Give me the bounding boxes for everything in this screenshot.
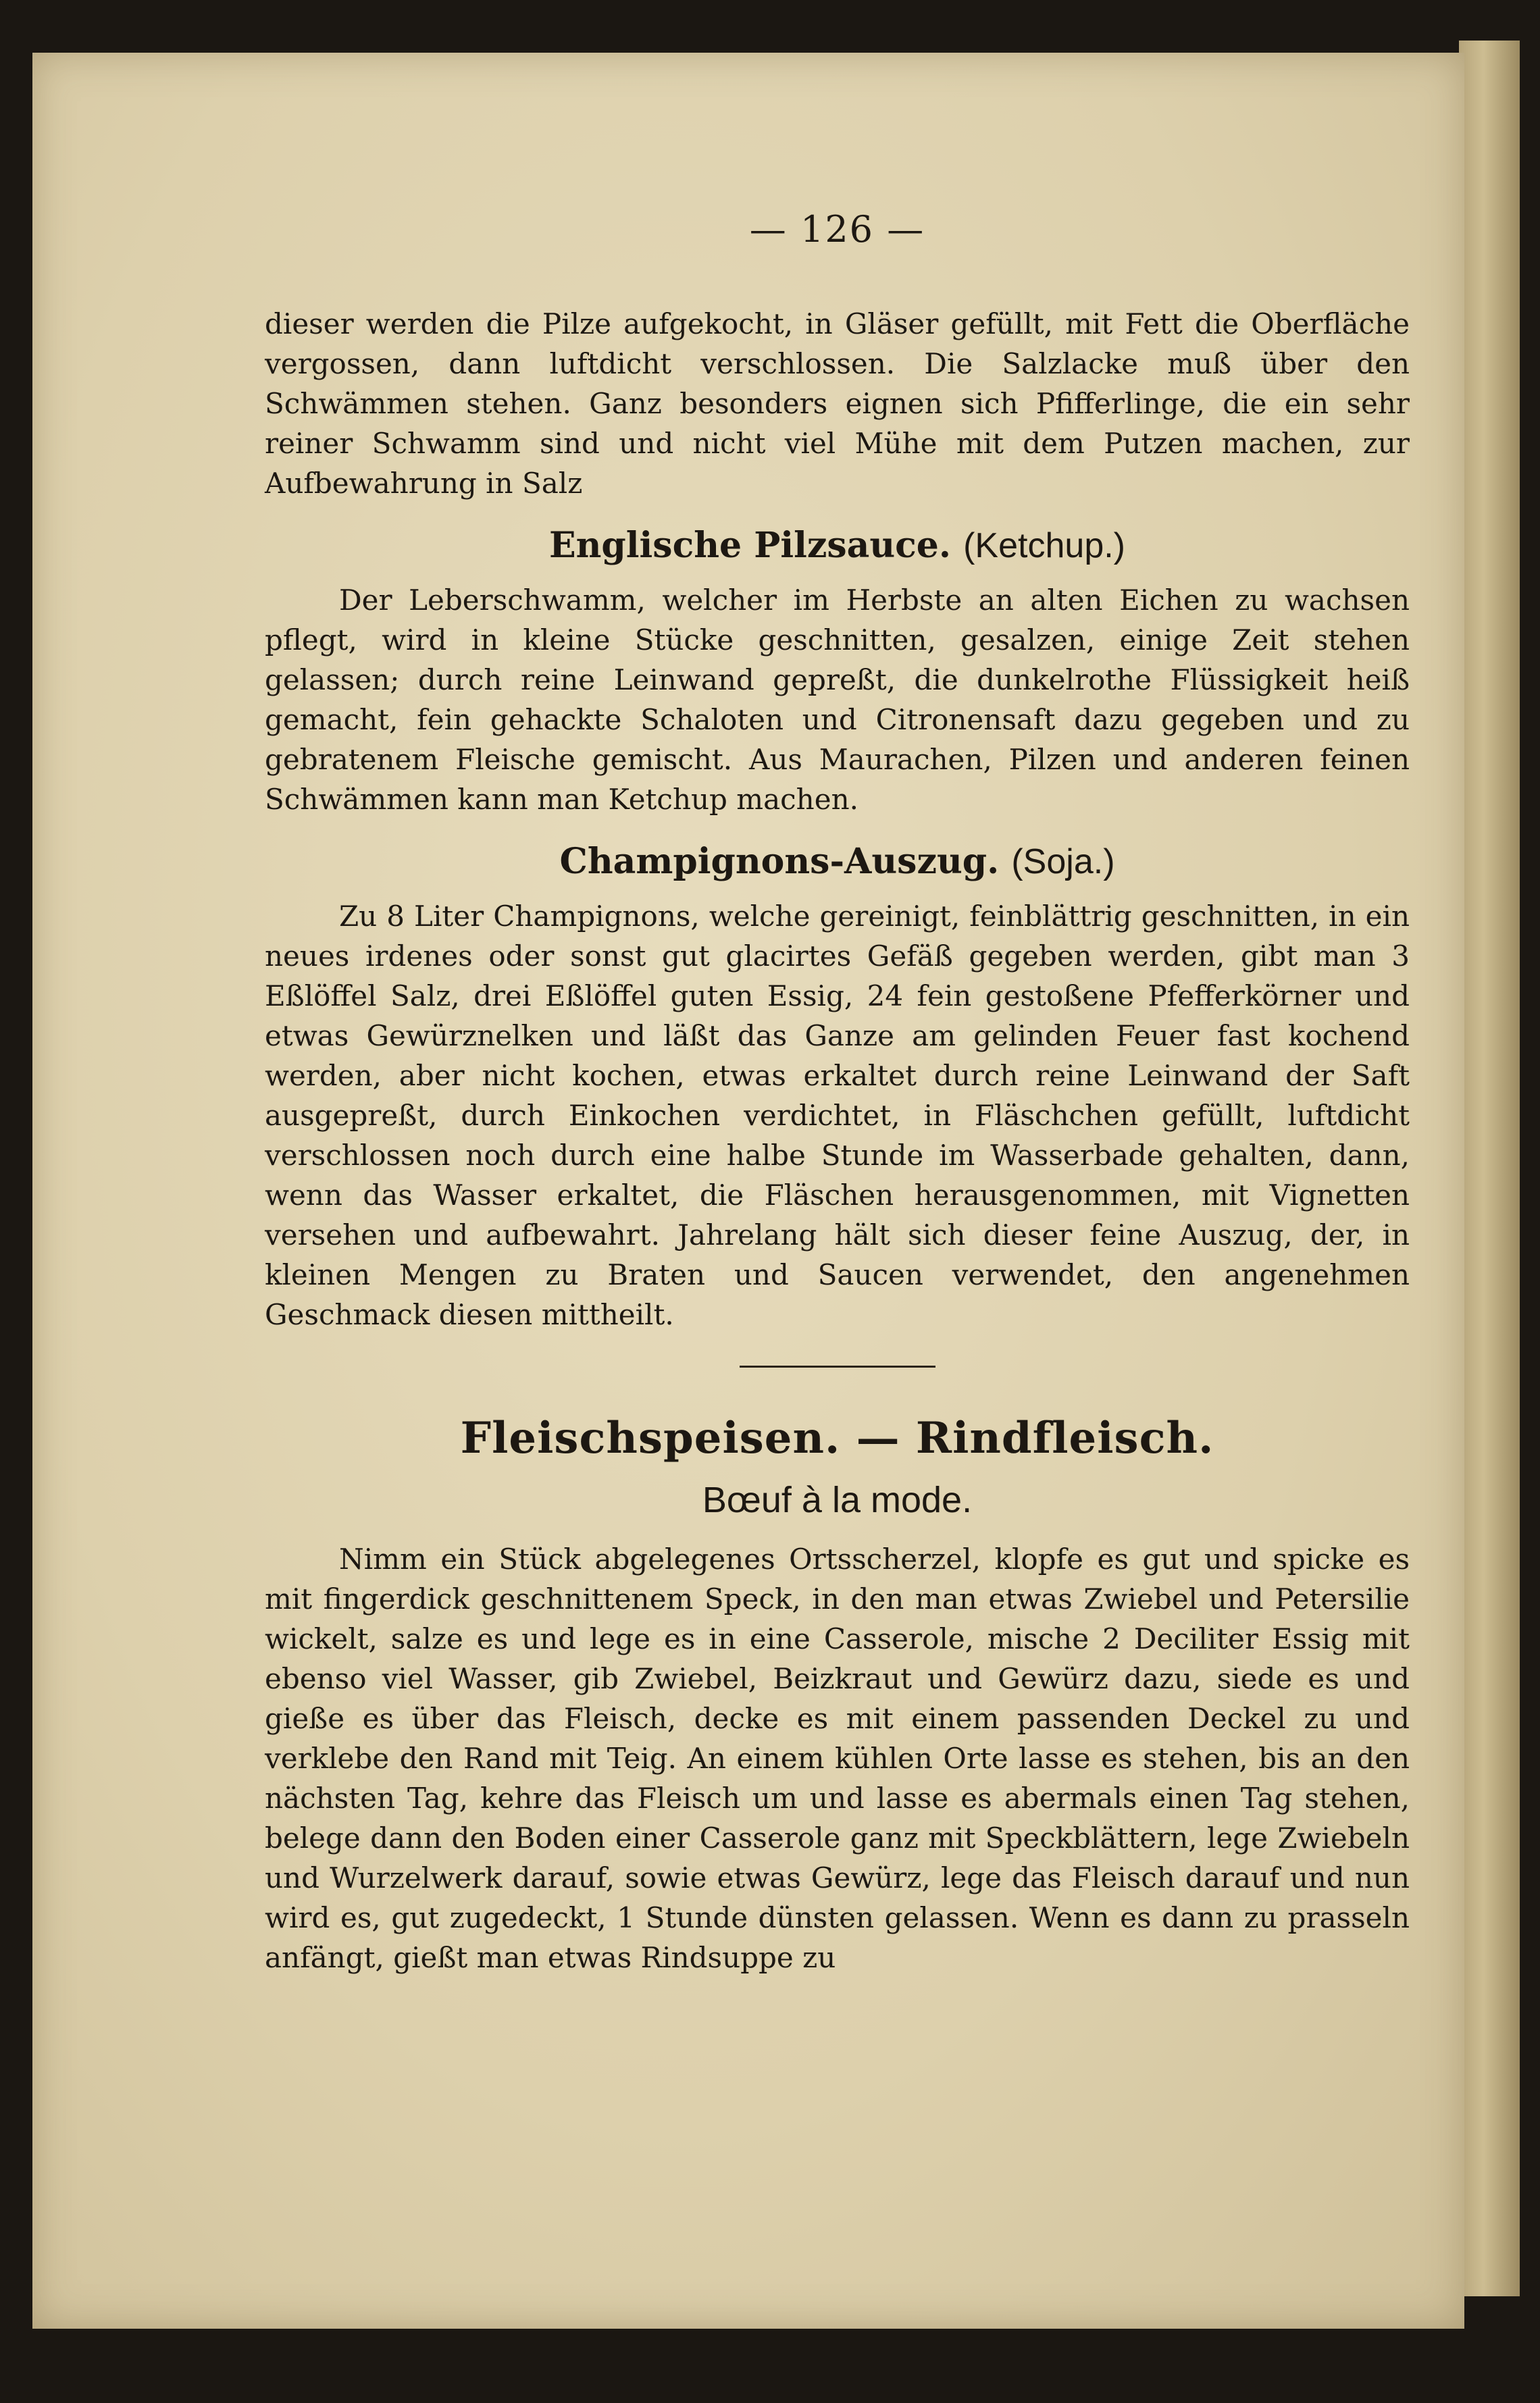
intro-paragraph: dieser werden die Pilze aufgekocht, in Gläser gefüllt, mit Fett die Oberfläche vergossen, dann luftdicht verschlossen. Die Salzlacke muß über den Schwämmen stehen. Ganz besonders eignen sich Pfifferlinge, die ein sehr reiner Schwamm sind und nicht viel Mühe mit dem Putzen machen, zur Aufbewahrung in Salz — [265, 307, 1410, 500]
ketchup-paragraph: Der Leberschwamm, welcher im Herbste an alten Eichen zu wachsen pflegt, wird in kleine Stücke geschnitten, gesalzen, einige Zeit stehen gelassen; durch reine Leinwand gepreßt, die dunkelrothe Flüssigkeit heiß gemacht, fein gehackte Schaloten und Citronensaft dazu gegeben und zu gebratenem Fleische gemischt. Aus Maurachen, Pilzen und anderen feinen Schwämmen kann man Ketchup machen. — [265, 584, 1410, 816]
section-divider — [740, 1366, 935, 1368]
soja-title-note: (Soja.) — [1011, 842, 1115, 881]
text-block — [265, 203, 1410, 1978]
page-number: — 126 — — [749, 208, 925, 251]
page-edge — [1459, 41, 1520, 2296]
recipe-paragraph: Nimm ein Stück abgelegenes Ortsscherzel, klopfe es gut und spicke es mit fingerdick geschnittenem Speck, in den man etwas Zwiebel und Petersilie wickelt, salze es und lege es in eine Casserole, mische 2 Deciliter Essig mit ebenso viel Wasser, gib Zwiebel, Beizkraut und Gewürz dazu, siede es und gieße es über das Fleisch, decke es mit einem passenden Deckel zu und verklebe den Rand mit Teig. An einem kühlen Orte lasse es stehen, bis an den nächsten Tag, kehre das Fleisch um und lasse es abermals einen Tag stehen, belege dann den Boden einer Casserole ganz mit Speckblättern, lege Zwiebeln und Wurzelwerk darauf, sowie etwas Gewürz, lege das Fleisch darauf und nun wird es, gut zugedeckt, 1 Stunde dünsten gelassen. Wenn es dann zu prasseln anfängt, gießt man etwas Rindsuppe zu — [265, 1543, 1410, 1974]
ketchup-heading — [265, 522, 1410, 569]
soja-title: Champignons-Auszug. — [559, 841, 1000, 882]
soja-paragraph: Zu 8 Liter Champignons, welche gereinigt, feinblättrig geschnitten, in ein neues irdenes oder sonst gut glacirtes Gefäß gegeben werden, gibt man 3 Eßlöffel Salz, drei Eßlöffel guten Essig, 24 fein gestoßene Pfefferkörner und etwas Gewürznelken und läßt das Ganze am gelinden Feuer fast kochend werden, aber nicht kochen, etwas erkaltet durch reine Leinwand der Saft ausgepreßt, durch Einkochen verdichtet, in Fläschchen gefüllt, luftdicht verschlossen noch durch eine halbe Stunde im Wasserbade gehalten, dann, wenn das Wasser erkaltet, die Fläschen herausgenommen, mit Vignetten versehen und aufbewahrt. Jahrelang hält sich dieser feine Auszug, der, in kleinen Mengen zu Braten und Saucen verwendet, den angenehmen Geschmack diesen mittheilt. — [265, 900, 1410, 1331]
ketchup-title: Englische Pilzsauce. — [548, 525, 951, 566]
chapter-title: Fleischspeisen. — Rindfleisch. — [460, 1413, 1214, 1464]
soja-heading — [265, 838, 1410, 885]
ketchup-title-note: (Ketchup.) — [963, 526, 1125, 565]
recipe-title: Bœuf à la mode. — [702, 1480, 973, 1520]
